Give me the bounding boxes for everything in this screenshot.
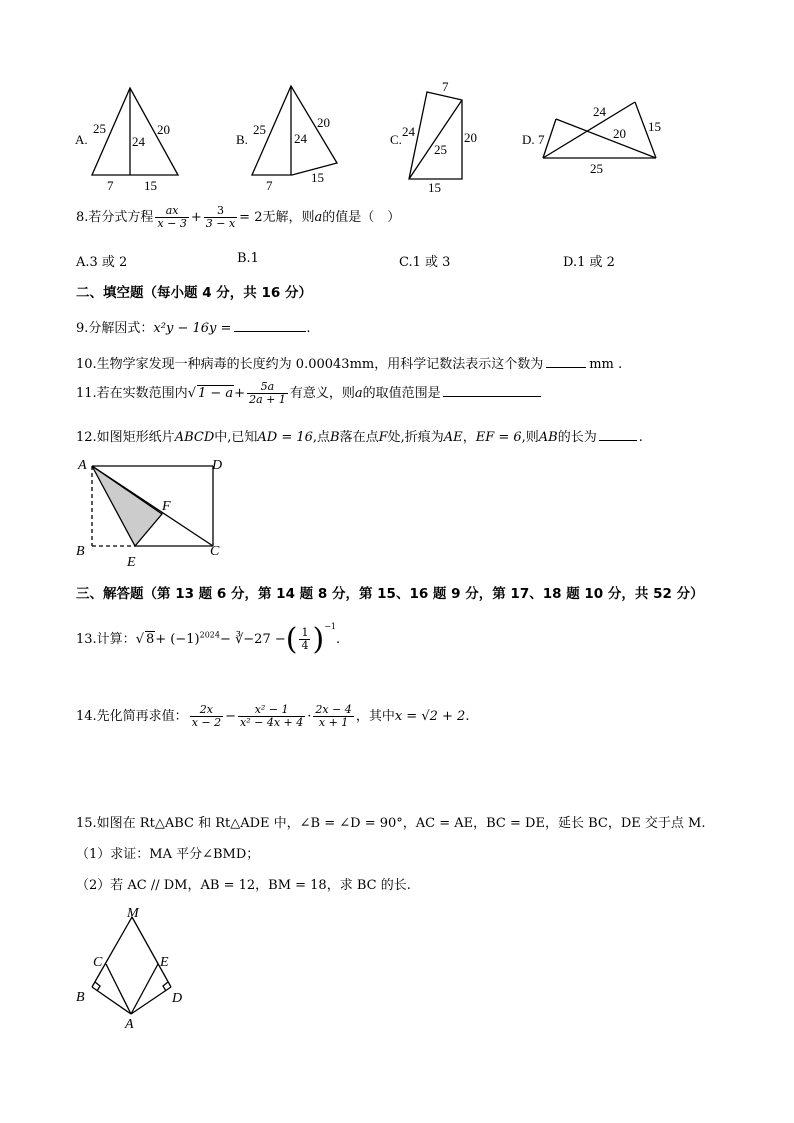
- q8-frac-2-num: 3: [204, 205, 237, 218]
- q12-text-d: 落在点: [339, 430, 379, 445]
- option-c-num-2: 24: [402, 124, 415, 139]
- q11-sqrt-body: 1 − a: [197, 386, 234, 401]
- q12-term-ad: AD = 16: [257, 430, 313, 445]
- q12-text-g: ,则: [521, 430, 539, 445]
- question-10: [76, 353, 622, 372]
- q14-frac-1: [190, 704, 223, 729]
- q9-num: 9.: [76, 321, 89, 336]
- q8-plus: +: [190, 210, 202, 225]
- option-b-num-1: 25: [253, 122, 266, 137]
- question-11: [76, 381, 541, 406]
- option-b-num-5: 15: [311, 170, 324, 185]
- q14-minus: −: [225, 709, 237, 724]
- q14-frac-3-num: 2x − 4: [315, 703, 352, 716]
- q12-answer-blank[interactable]: [599, 428, 637, 441]
- q13-exponent-2: −1: [324, 622, 336, 631]
- q13-exponent: 2024: [199, 630, 220, 640]
- q11-pre: 11.若在实数范围内: [76, 386, 188, 401]
- option-d-num-2: 24: [593, 104, 606, 119]
- q12-term-ab: AB: [538, 430, 558, 445]
- q13-frac-den: 4: [301, 639, 309, 652]
- q14-value: x = √2 + 2: [394, 709, 466, 724]
- option-c-num-4: 20: [464, 130, 477, 145]
- option-d-num-3: 20: [613, 126, 626, 141]
- q8-frac-2: [204, 205, 237, 230]
- section-2-title: 二、填空题（每小题 4 分，共 16 分）: [76, 285, 312, 301]
- q11-var: a: [354, 386, 363, 401]
- q14-frac-2-num: x² − 1: [238, 704, 305, 717]
- q12-term-ae: AE: [443, 430, 463, 445]
- q12-text-b: 中,已知: [214, 430, 258, 445]
- q14-end: .: [465, 709, 470, 724]
- q7-figure-svg: [0, 0, 794, 200]
- option-b-label: B.: [236, 132, 248, 147]
- q12-text-a: 12.如图矩形纸片: [76, 430, 175, 445]
- option-a-num-3: 20: [157, 122, 170, 137]
- q12-term-ef: EF = 6: [475, 430, 522, 445]
- q10-unit: mm .: [589, 357, 623, 372]
- q12-label-a: A: [78, 458, 87, 473]
- q15-label-d: D: [172, 991, 183, 1006]
- q14-mid: ，其中: [355, 709, 395, 724]
- option-c-num-1: 7: [442, 79, 449, 94]
- option-a-num-1: 25: [93, 121, 106, 136]
- q12-label-e: E: [127, 555, 136, 570]
- q15-part-2: （2）若 AC // DM，AB = 12，BM = 18，求 BC 的长.: [76, 878, 411, 893]
- q8-option-b: B.1: [237, 251, 259, 266]
- q8-frac-1-num: ax: [155, 205, 188, 218]
- q12-end: .: [638, 430, 643, 445]
- q12-label-b: B: [76, 544, 85, 559]
- q11-plus: +: [234, 386, 246, 401]
- option-d-num-5: 25: [590, 161, 603, 176]
- q13-paren-close: ): [312, 622, 325, 657]
- option-c-num-3: 25: [434, 142, 447, 157]
- option-b-num-4: 7: [266, 178, 273, 193]
- q12-label-c: C: [210, 544, 220, 559]
- q8-var: a: [314, 210, 323, 225]
- q12-text-c: ,点: [312, 430, 331, 445]
- q15-label-e: E: [160, 955, 169, 970]
- q15-label-b: B: [76, 990, 85, 1005]
- option-c-figure: [409, 92, 462, 179]
- q12-text-f: ，: [462, 430, 476, 445]
- q8-option-c: C.1 或 3: [399, 255, 451, 270]
- q11-frac-num: 5a: [247, 381, 288, 394]
- q13-pre: 13.计算：: [76, 632, 136, 647]
- q11-post: 的取值范围是: [362, 386, 441, 401]
- q12-term-f: F: [378, 430, 388, 445]
- q9-answer-blank[interactable]: [234, 319, 306, 332]
- q14-frac-3: [313, 704, 353, 729]
- option-b-num-3: 20: [317, 115, 330, 130]
- q12-text-h: 的长为: [557, 430, 597, 445]
- option-a-num-4: 7: [107, 178, 114, 193]
- question-9: [76, 317, 311, 336]
- q11-frac: [247, 381, 288, 406]
- q15-figure: [70, 904, 200, 1034]
- q8-frac-2-den: 3 − x: [205, 217, 236, 230]
- q15-label-m: M: [127, 906, 139, 921]
- q10-answer-blank[interactable]: [546, 355, 586, 368]
- q15-label-c: C: [93, 955, 103, 970]
- option-d-num-4: 15: [648, 119, 661, 134]
- option-a-num-2: 24: [132, 134, 145, 149]
- q15-line-1: 15.如图在 Rt△ABC 和 Rt△ADE 中，∠B = ∠D = 90°，AC = AE，BC = DE，延长 BC，DE 交于点 M.: [76, 816, 706, 831]
- q14-frac-1-den: x − 2: [191, 716, 222, 729]
- q8-post: 无解，则: [262, 210, 315, 225]
- q8-option-a: A.3 或 2: [76, 255, 128, 270]
- q13-frac-num: 1: [301, 626, 309, 639]
- q13-end: .: [335, 632, 341, 647]
- q14-frac-2: [238, 704, 305, 729]
- option-d-num-1: 7: [538, 132, 545, 147]
- q12-term-abcd: ABCD: [174, 430, 215, 445]
- q11-frac-den: 2a + 1: [249, 393, 286, 406]
- q7-options: [0, 0, 794, 200]
- q14-frac-3-den: x + 1: [318, 716, 349, 729]
- q12-label-f: F: [162, 499, 171, 514]
- section-3-title: 三、解答题（第 13 题 6 分，第 14 题 8 分，第 15、16 题 9 分，第 17、18 题 10 分，共 52 分）: [76, 586, 704, 602]
- q8-pre: 若分式方程: [88, 210, 154, 225]
- q14-pre: 14.先化简再求值：: [76, 709, 188, 724]
- q8-option-d: D.1 或 2: [563, 255, 615, 270]
- q12-term-b: B: [330, 430, 340, 445]
- option-b-num-2: 24: [294, 131, 307, 146]
- q8-tail: 的值是（ ）: [322, 210, 401, 225]
- q15-part-1: （1）求证：MA 平分∠BMD；: [76, 847, 260, 862]
- q13-term-3: − ∛−27 −: [219, 632, 286, 647]
- q8-frac-1-den: x − 3: [157, 217, 187, 230]
- option-c-num-5: 15: [428, 180, 441, 195]
- q9-expr: x²y − 16y =: [153, 321, 232, 336]
- q13-frac: [299, 627, 310, 652]
- q13-sqrt-sign: √: [135, 632, 144, 647]
- q14-frac-1-num: 2x: [190, 704, 223, 717]
- q14-dot: ·: [307, 709, 312, 724]
- question-14: [76, 704, 469, 729]
- q12-figure: [70, 452, 310, 572]
- q11-answer-blank[interactable]: [443, 384, 541, 397]
- q11-sqrt-sign: √: [187, 386, 196, 401]
- option-a-num-5: 15: [144, 178, 157, 193]
- q8-frac-1: [155, 205, 188, 230]
- q9-text: 分解因式：: [88, 321, 154, 336]
- question-13: [76, 622, 340, 657]
- q13-paren-open: (: [285, 622, 298, 657]
- q13-term-2: + (−1): [155, 632, 200, 647]
- option-a-label: A.: [75, 132, 88, 147]
- q10-text: 10.生物学家发现一种病毒的长度约为 0.00043mm，用科学记数法表示这个数为: [76, 357, 544, 372]
- q14-frac-2-den: x² − 4x + 4: [240, 716, 304, 729]
- option-d-label: D.: [522, 132, 535, 147]
- q12-label-d: D: [212, 458, 223, 473]
- q8-eq: = 2: [239, 210, 263, 225]
- q8-num: 8.: [76, 210, 89, 225]
- q15-label-a: A: [125, 1017, 134, 1032]
- question-8: [76, 205, 400, 230]
- question-12: [76, 426, 643, 445]
- q12-text-e: 处,折痕为: [387, 430, 444, 445]
- q13-sqrt-body: 8: [145, 632, 155, 647]
- q9-end: .: [306, 321, 311, 336]
- q11-mid: 有意义，则: [289, 386, 355, 401]
- option-c-label: C.: [390, 132, 402, 147]
